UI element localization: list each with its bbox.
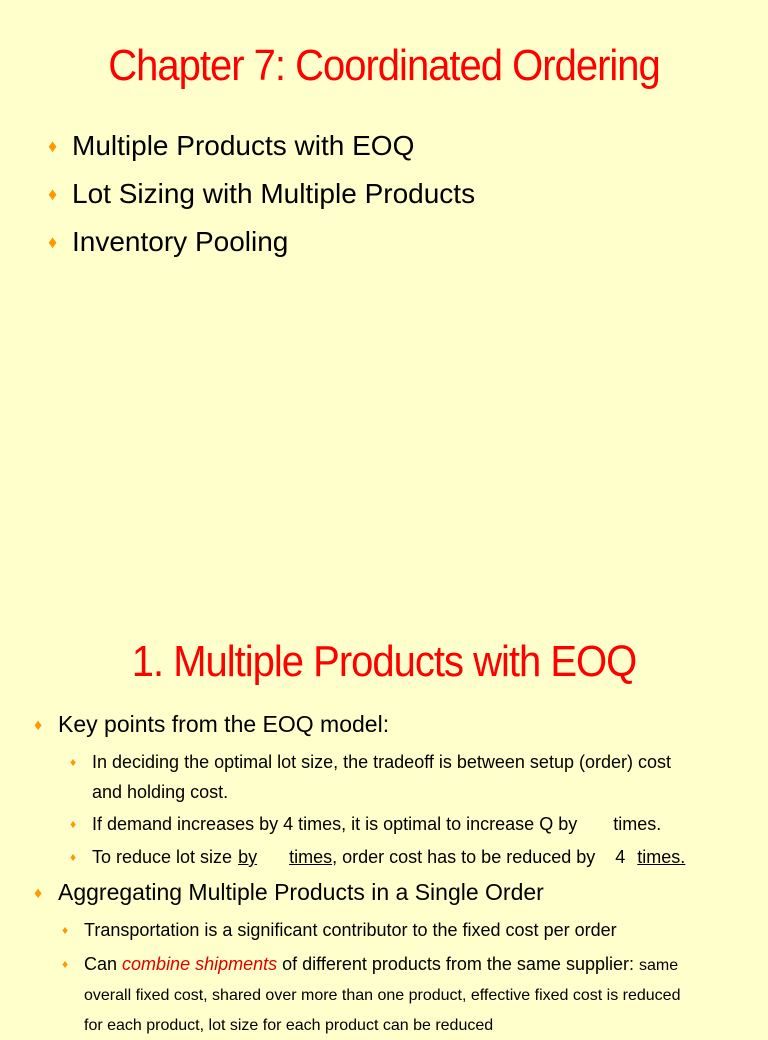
bullet-text: Multiple Products with EOQ (72, 130, 415, 161)
bullet-text: of different products from the same supplier: (282, 954, 634, 974)
bullet-text: Key points from the EOQ model: (58, 711, 390, 737)
bullet-item (34, 711, 389, 738)
bullet-text: Can (84, 954, 118, 974)
underlined-by: by times (238, 847, 333, 867)
slide-title: Chapter 7: Coordinated Ordering (108, 42, 660, 90)
diamond-bullet-icon: ♦ (62, 957, 69, 971)
bullet-text-small: same (639, 957, 679, 974)
bullet-text-small: for each product, lot size for each product can be reduced (84, 1017, 494, 1034)
bullet-item (34, 879, 544, 906)
emphasis-combine-shipments: combine shipments (122, 954, 278, 974)
bullet-item (48, 178, 475, 210)
bullet-item (48, 226, 288, 258)
diamond-bullet-icon: ♦ (70, 817, 77, 831)
bullet-text-continued: and holding cost. (92, 782, 229, 802)
bullet-text: Transportation is a significant contributor to the fixed cost per order (84, 920, 617, 940)
diamond-bullet-icon: ♦ (48, 136, 58, 156)
bullet-text-times: times. (613, 814, 662, 834)
sub-bullet-item (62, 950, 752, 1040)
diamond-bullet-icon: ♦ (70, 850, 77, 864)
bullet-text-small: overall fixed cost, shared over more than one product, effective fixed cost is reduced (84, 987, 681, 1004)
slide-title: 1. Multiple Products with EOQ (131, 638, 637, 686)
bullet-item (48, 130, 414, 162)
bullet-text: Lot Sizing with Multiple Products (72, 178, 476, 209)
underlined-times: times. (637, 847, 686, 867)
bullet-text: Inventory Pooling (72, 226, 289, 257)
diamond-bullet-icon: ♦ (34, 717, 43, 734)
diamond-bullet-icon: ♦ (34, 885, 43, 902)
bullet-text: If demand increases by 4 times, it is optimal to increase Q by (92, 814, 578, 834)
diamond-bullet-icon: ♦ (48, 184, 58, 204)
sub-bullet-item (70, 748, 730, 806)
bullet-number: 4 (615, 847, 626, 867)
diamond-bullet-icon: ♦ (62, 923, 69, 937)
bullet-text: To reduce lot size (92, 847, 233, 867)
slide-multiple-products-eoq (0, 600, 768, 1034)
sub-bullet-item (70, 810, 661, 840)
diamond-bullet-icon: ♦ (48, 232, 58, 252)
bullet-text-order-cost: , order cost has to be reduced by (332, 847, 596, 867)
bullet-text: In deciding the optimal lot size, the tradeoff is between setup (order) cost (92, 752, 671, 772)
diamond-bullet-icon: ♦ (70, 755, 77, 769)
sub-bullet-item (70, 843, 685, 873)
bullet-text: Aggregating Multiple Products in a Single Order (58, 879, 544, 905)
sub-bullet-item (62, 916, 617, 946)
